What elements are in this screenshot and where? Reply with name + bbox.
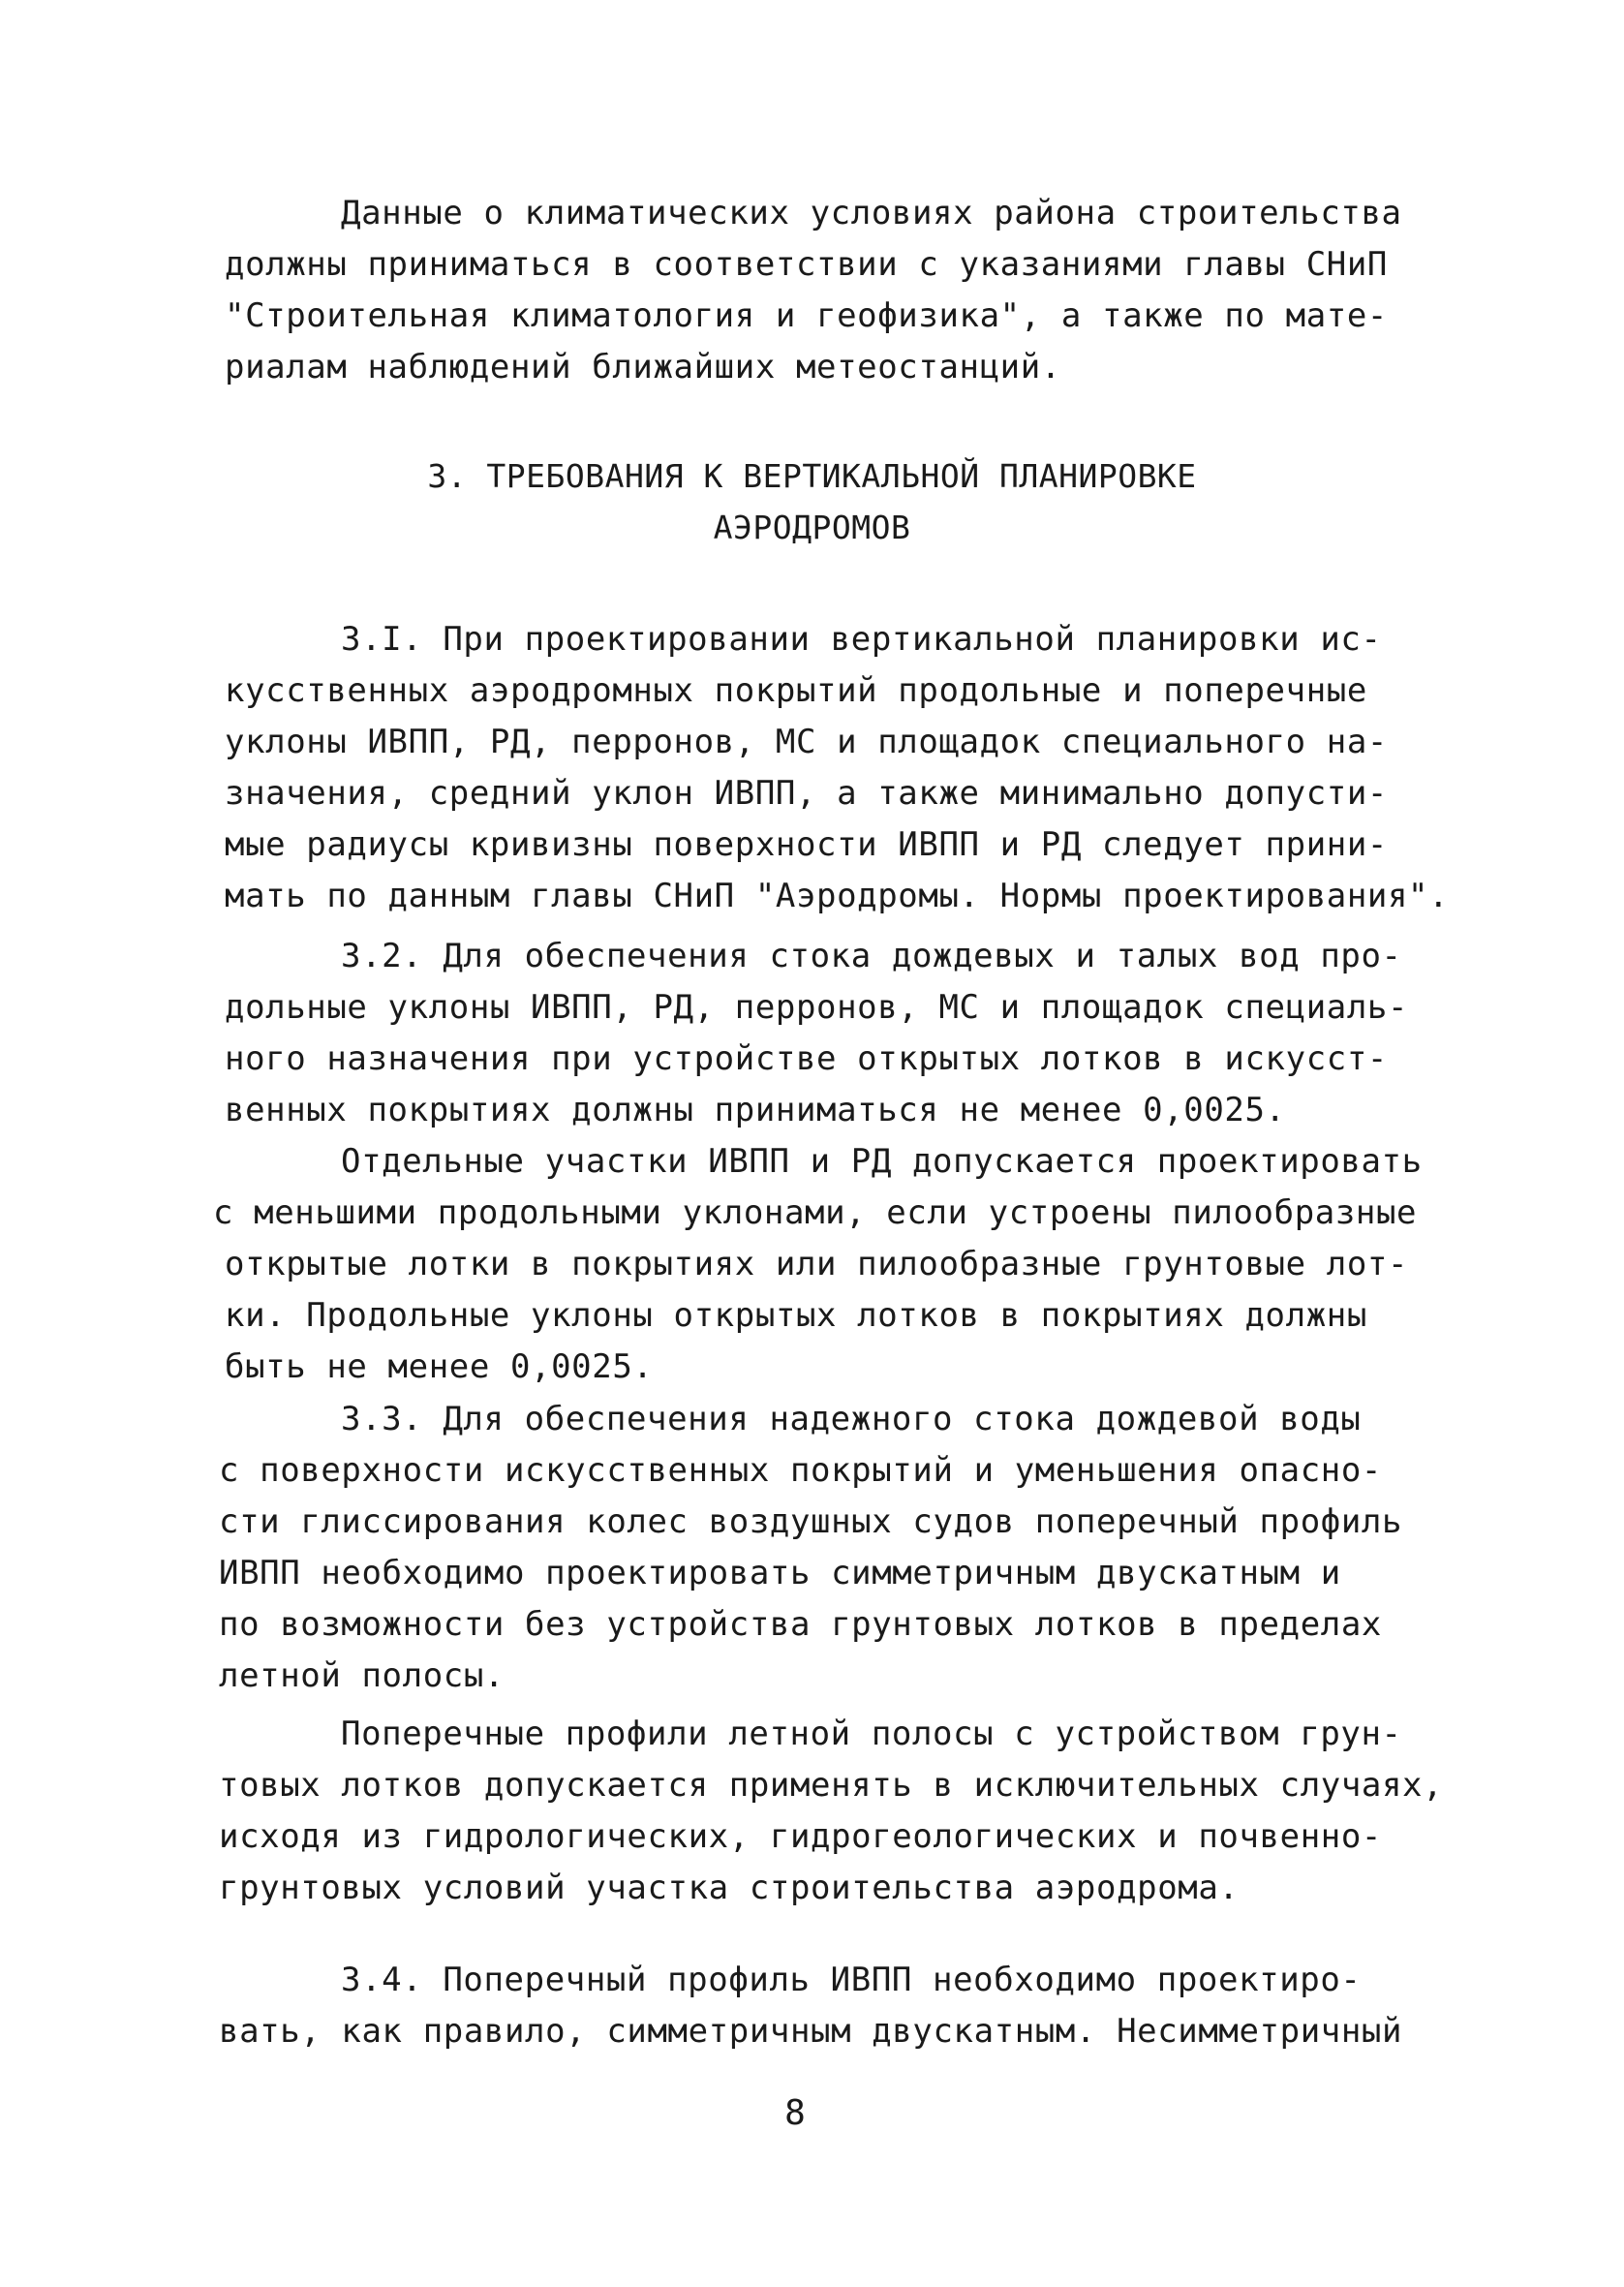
text-line: венных покрытиях должны приниматься не менее 0,0025. — [225, 1091, 1286, 1129]
section-heading-line: АЭРОДРОМОВ — [713, 509, 911, 546]
text-line: уклоны ИВПП, РД, перронов, МС и площадок специального на- — [225, 723, 1388, 761]
text-line: 3.3. Для обеспечения надежного стока дождевой воды — [341, 1400, 1362, 1438]
text-line: ки. Продольные уклоны открытых лотков в покрытиях должны — [225, 1296, 1367, 1335]
text-line: мать по данным главы СНиП "Аэродромы. Нормы проектирования". — [225, 877, 1450, 915]
text-line: сти глиссирования колес воздушных судов поперечный профиль — [219, 1502, 1403, 1541]
text-line: с меньшими продольными уклонами, если устроены пилообразные — [213, 1193, 1418, 1232]
text-line: риалам наблюдений ближайших метеостанций. — [225, 348, 1061, 386]
text-line: мые радиусы кривизны поверхности ИВПП и РД следует прини- — [225, 825, 1388, 864]
text-line: ИВПП необходимо проектировать симметричным двускатным и — [219, 1554, 1341, 1592]
text-line: летной полосы. — [219, 1656, 505, 1695]
text-line: грунтовых условий участка строительства аэродрома. — [219, 1869, 1240, 1907]
text-line: должны приниматься в соответствии с указаниями главы СНиП — [225, 245, 1388, 284]
text-line: вать, как правило, симметричным двускатным. Несимметричный — [219, 2012, 1403, 2051]
text-line: Поперечные профили летной полосы с устройством грун- — [341, 1715, 1402, 1753]
text-line: "Строительная климатология и геофизика", а также по мате- — [225, 296, 1388, 335]
text-line: исходя из гидрологических, гидрогеологических и почвенно- — [219, 1817, 1382, 1856]
text-line: кусственных аэродромных покрытий продольные и поперечные — [225, 671, 1367, 710]
text-line: значения, средний уклон ИВПП, а также минимально допусти- — [225, 774, 1388, 813]
text-line: товых лотков допускается применять в исключительных случаях, — [219, 1766, 1444, 1805]
text-line: с поверхности искусственных покрытий и уменьшения опасно- — [219, 1451, 1382, 1490]
page-number: 8 — [784, 2093, 806, 2133]
section-heading-line: 3. ТРЕБОВАНИЯ К ВЕРТИКАЛЬНОЙ ПЛАНИРОВКЕ — [427, 457, 1197, 495]
text-line: Данные о климатических условиях района строительства — [341, 194, 1402, 232]
text-line: 3.4. Поперечный профиль ИВПП необходимо проектиро- — [341, 1961, 1362, 1999]
text-line: ного назначения при устройстве открытых лотков в искусст- — [225, 1039, 1388, 1078]
text-line: 3.2. Для обеспечения стока дождевых и талых вод про- — [341, 937, 1402, 975]
text-line: по возможности без устройства грунтовых лотков в пределах — [219, 1605, 1382, 1644]
text-line: дольные уклоны ИВПП, РД, перронов, МС и площадок специаль- — [225, 988, 1409, 1027]
text-line: Отдельные участки ИВПП и РД допускается проектировать — [341, 1142, 1423, 1181]
text-line: открытые лотки в покрытиях или пилообразные грунтовые лот- — [225, 1245, 1409, 1283]
text-line: быть не менее 0,0025. — [225, 1347, 654, 1386]
text-line: 3.I. При проектировании вертикальной планировки ис- — [341, 620, 1382, 659]
